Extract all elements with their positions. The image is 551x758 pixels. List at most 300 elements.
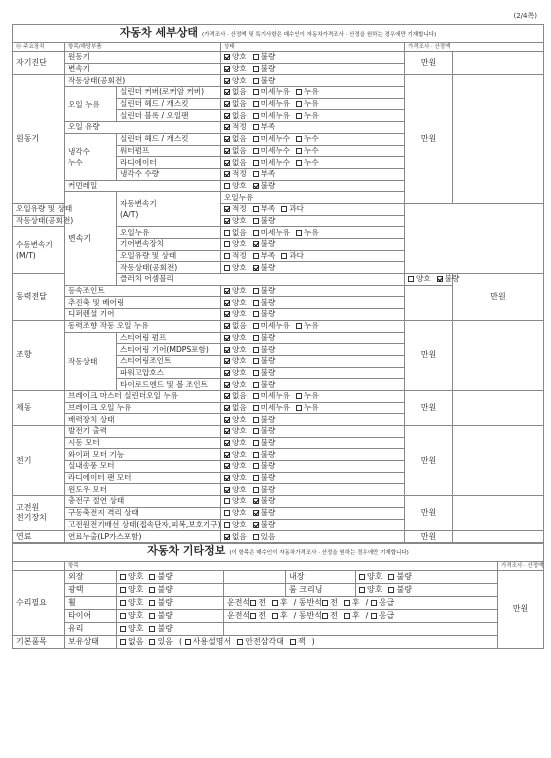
option-leak[interactable] (296, 403, 319, 412)
option-good[interactable] (224, 309, 247, 318)
option-bad[interactable] (253, 438, 276, 447)
option-minor_water[interactable] (253, 146, 290, 155)
bad-option[interactable] (149, 572, 172, 581)
option-bad[interactable] (253, 508, 276, 517)
driver-rear[interactable] (272, 611, 288, 620)
option-bad[interactable] (253, 52, 276, 61)
checkbox[interactable] (253, 183, 259, 189)
checkbox[interactable] (253, 171, 259, 177)
checkbox[interactable] (224, 160, 230, 166)
option-good[interactable] (224, 508, 247, 517)
option-good[interactable] (224, 356, 247, 365)
option-label: 사용설명서 (192, 636, 232, 646)
checkbox[interactable] (250, 613, 256, 619)
checkbox[interactable] (253, 440, 259, 446)
item-fan: 라디에이터 팬 모터 (65, 472, 221, 484)
option-bad[interactable] (253, 461, 276, 470)
owned-triangle[interactable] (237, 637, 284, 646)
checkbox[interactable] (359, 574, 365, 580)
checkbox[interactable] (224, 534, 230, 540)
state-cell (221, 63, 405, 75)
option-label: 불량 (260, 519, 276, 529)
checkbox[interactable] (224, 253, 230, 259)
option-good[interactable] (224, 64, 247, 73)
price-cell[interactable]: 만원 (405, 320, 453, 390)
option-bad[interactable] (253, 263, 276, 272)
option-bad[interactable] (253, 356, 276, 365)
checkbox[interactable] (224, 522, 230, 528)
checkbox[interactable] (272, 613, 278, 619)
checkbox[interactable] (296, 393, 302, 399)
good-option[interactable] (359, 585, 382, 594)
checkbox[interactable] (253, 230, 259, 236)
checkbox[interactable] (371, 613, 377, 619)
option-good[interactable] (224, 438, 247, 447)
option-good[interactable] (224, 450, 247, 459)
checkbox[interactable] (296, 323, 302, 329)
checkbox[interactable] (253, 393, 259, 399)
price-cell[interactable]: 만원 (405, 426, 453, 496)
checkbox[interactable] (253, 136, 259, 142)
option-label: 미세누유 (260, 110, 291, 120)
checkbox[interactable] (388, 587, 394, 593)
option-bad[interactable] (253, 298, 276, 307)
owned-have[interactable] (149, 637, 172, 646)
option-good[interactable] (224, 426, 247, 435)
option-good[interactable] (224, 520, 247, 529)
option-bad[interactable] (253, 415, 276, 424)
good-option[interactable] (120, 611, 143, 620)
option-minor_water[interactable] (253, 158, 290, 167)
gb-cell (117, 609, 224, 622)
good-option[interactable] (120, 624, 143, 633)
bad-option[interactable] (149, 585, 172, 594)
state-cell (221, 52, 405, 64)
checkbox[interactable] (296, 89, 302, 95)
checkbox[interactable] (224, 230, 230, 236)
option-label: 있음 (260, 531, 276, 541)
checkbox[interactable] (224, 241, 230, 247)
price-cell[interactable]: 만원 (405, 496, 453, 531)
passenger-rear[interactable] (344, 611, 360, 620)
checkbox[interactable] (253, 89, 259, 95)
checkbox[interactable] (149, 574, 155, 580)
checkbox[interactable] (224, 311, 230, 317)
driver-front[interactable] (250, 598, 266, 607)
option-good[interactable] (224, 380, 247, 389)
passenger-front[interactable] (322, 611, 338, 620)
option-good[interactable] (224, 76, 247, 85)
item-at_oil_leak: 오일누유 (221, 192, 405, 204)
state-cell (221, 227, 405, 239)
option-label: 누수 (304, 157, 319, 167)
checkbox[interactable] (253, 463, 259, 469)
checkbox[interactable] (149, 626, 155, 632)
option-none[interactable] (224, 87, 247, 96)
option-minor_leak[interactable] (253, 321, 290, 330)
checkbox[interactable] (272, 600, 278, 606)
driver-label: 운전석 (227, 597, 251, 607)
option-good[interactable] (224, 333, 247, 342)
option-minor_leak[interactable] (253, 391, 290, 400)
option-water[interactable] (296, 158, 319, 167)
driver-rear[interactable] (272, 598, 288, 607)
checkbox[interactable] (224, 124, 230, 130)
checkbox[interactable] (149, 639, 155, 645)
checkbox[interactable] (250, 600, 256, 606)
checkbox[interactable] (224, 382, 230, 388)
checkbox[interactable] (224, 288, 230, 294)
option-label: 양호 (232, 309, 247, 319)
checkbox[interactable] (253, 347, 259, 353)
option-bad[interactable] (253, 368, 276, 377)
state-cell (221, 157, 405, 169)
checkbox[interactable] (224, 405, 230, 411)
checkbox[interactable] (253, 124, 259, 130)
checkbox[interactable] (120, 574, 126, 580)
checkbox[interactable] (224, 113, 230, 119)
emergency-option[interactable] (371, 598, 394, 607)
option-good[interactable] (224, 496, 247, 505)
checkbox[interactable] (253, 417, 259, 423)
option-lack[interactable] (253, 169, 276, 178)
option-good[interactable] (224, 485, 247, 494)
checkbox[interactable] (224, 393, 230, 399)
option-minor_leak[interactable] (253, 403, 290, 412)
price-cell[interactable]: 만원 (405, 531, 453, 543)
owned-jack[interactable] (290, 637, 306, 646)
option-bad[interactable] (253, 380, 276, 389)
checkbox[interactable] (224, 78, 230, 84)
checkbox[interactable] (149, 600, 155, 606)
checkbox[interactable] (224, 440, 230, 446)
option-lack[interactable] (253, 122, 276, 131)
checkbox[interactable] (224, 171, 230, 177)
bad-option[interactable] (388, 572, 411, 581)
checkbox[interactable] (224, 510, 230, 516)
option-label: 불량 (260, 484, 276, 494)
option-good[interactable] (224, 181, 247, 190)
checkbox[interactable] (281, 206, 287, 212)
option-water[interactable] (296, 134, 319, 143)
item-coolant_level: 냉각수 수량 (117, 168, 221, 180)
option-bad[interactable] (253, 286, 276, 295)
option-none[interactable] (224, 228, 247, 237)
good-option[interactable] (120, 572, 143, 581)
option-bad[interactable] (253, 473, 276, 482)
checkbox[interactable] (344, 613, 350, 619)
checkbox[interactable] (253, 218, 259, 224)
bad-option[interactable] (149, 624, 172, 633)
option-bad[interactable] (437, 274, 460, 283)
item-window: 윈도우 모터 (65, 484, 221, 496)
checkbox[interactable] (253, 148, 259, 154)
option-bad[interactable] (253, 450, 276, 459)
option-good[interactable] (224, 286, 247, 295)
checkbox[interactable] (224, 265, 230, 271)
bad-option[interactable] (149, 611, 172, 620)
checkbox[interactable] (224, 101, 230, 107)
option-minor_leak[interactable] (253, 111, 290, 120)
emergency-option[interactable] (371, 611, 394, 620)
option-label: 없음 (128, 636, 144, 646)
option-leak[interactable] (296, 391, 319, 400)
option-none[interactable] (224, 99, 247, 108)
checkbox[interactable] (224, 487, 230, 493)
option-none[interactable] (224, 321, 247, 330)
checkbox[interactable] (322, 600, 328, 606)
option-none[interactable] (224, 403, 247, 412)
checkbox[interactable] (296, 148, 302, 154)
checkbox[interactable] (253, 241, 259, 247)
checkbox[interactable] (224, 347, 230, 353)
page-number: (2/4쪽) (513, 12, 537, 20)
checkbox[interactable] (296, 113, 302, 119)
other-price[interactable]: 만원 (498, 570, 544, 648)
option-good[interactable] (224, 345, 247, 354)
option-leak[interactable] (296, 228, 319, 237)
checkbox[interactable] (120, 639, 126, 645)
owned-manual[interactable] (185, 637, 232, 646)
checkbox[interactable] (224, 66, 230, 72)
option-good[interactable] (224, 368, 247, 377)
option-good[interactable] (224, 239, 247, 248)
option-good[interactable] (224, 298, 247, 307)
checkbox[interactable] (253, 498, 259, 504)
checkbox[interactable] (371, 600, 377, 606)
option-label: 양호 (232, 356, 247, 366)
blank (224, 622, 498, 635)
option-good[interactable] (224, 216, 247, 225)
option-bad[interactable] (253, 216, 276, 225)
checkbox[interactable] (120, 626, 126, 632)
checkbox[interactable] (408, 276, 414, 282)
checkbox[interactable] (224, 148, 230, 154)
checkbox[interactable] (224, 89, 230, 95)
option-leak[interactable] (296, 87, 319, 96)
other-title (13, 543, 544, 561)
checkbox[interactable] (253, 323, 259, 329)
checkbox[interactable] (253, 370, 259, 376)
driver-front[interactable] (250, 611, 266, 620)
option-bad[interactable] (253, 309, 276, 318)
checkbox[interactable] (253, 510, 259, 516)
option-none[interactable] (224, 532, 247, 541)
checkbox[interactable] (149, 587, 155, 593)
price-cell[interactable]: 만원 (405, 75, 453, 204)
checkbox[interactable] (296, 160, 302, 166)
checkbox[interactable] (224, 206, 230, 212)
checkbox[interactable] (253, 382, 259, 388)
checkbox[interactable] (224, 428, 230, 434)
option-bad[interactable] (253, 64, 276, 73)
option-none[interactable] (224, 158, 247, 167)
option-water[interactable] (296, 146, 319, 155)
checkbox[interactable] (344, 600, 350, 606)
good-option[interactable] (120, 598, 143, 607)
option-lack[interactable] (253, 204, 276, 213)
option-excess[interactable] (281, 204, 304, 213)
option-label: 불량 (260, 180, 276, 190)
bad-option[interactable] (388, 585, 411, 594)
checkbox[interactable] (322, 613, 328, 619)
checkbox[interactable] (253, 265, 259, 271)
item-radiator: 라디에이터 (117, 157, 221, 169)
option-leak[interactable] (296, 111, 319, 120)
checkbox[interactable] (224, 358, 230, 364)
owned-none[interactable] (120, 637, 143, 646)
checkbox[interactable] (253, 475, 259, 481)
checkbox[interactable] (224, 183, 230, 189)
option-ok[interactable] (224, 169, 247, 178)
option-label: 과다 (289, 251, 305, 261)
option-label: 전 (258, 597, 266, 607)
option-none[interactable] (224, 146, 247, 155)
checkbox[interactable] (224, 136, 230, 142)
option-good[interactable] (224, 415, 247, 424)
price-cell[interactable]: 만원 (405, 390, 453, 425)
option-bad[interactable] (253, 496, 276, 505)
checkbox[interactable] (224, 475, 230, 481)
option-minor_leak[interactable] (253, 228, 290, 237)
option-none[interactable] (224, 391, 247, 400)
option-yes[interactable] (253, 532, 276, 541)
checkbox[interactable] (388, 574, 394, 580)
option-ok[interactable] (224, 122, 247, 131)
bad-option[interactable] (149, 598, 172, 607)
option-label: 양호 (232, 180, 247, 190)
checkbox[interactable] (253, 113, 259, 119)
checkbox[interactable] (224, 452, 230, 458)
checkbox[interactable] (224, 335, 230, 341)
checkbox[interactable] (253, 452, 259, 458)
checkbox[interactable] (253, 405, 259, 411)
checkbox[interactable] (120, 613, 126, 619)
checkbox[interactable] (224, 300, 230, 306)
option-leak[interactable] (296, 321, 319, 330)
option-good[interactable] (224, 52, 247, 61)
checkbox[interactable] (253, 66, 259, 72)
option-bad[interactable] (253, 520, 276, 529)
option-minor_leak[interactable] (253, 99, 290, 108)
item-ps_hose: 파워고압호스 (117, 367, 221, 379)
option-bad[interactable] (253, 239, 276, 248)
checkbox[interactable] (253, 358, 259, 364)
option-ok[interactable] (224, 251, 247, 260)
option-minor_water[interactable] (253, 134, 290, 143)
option-minor_leak[interactable] (253, 87, 290, 96)
option-bad[interactable] (253, 76, 276, 85)
checkbox[interactable] (253, 335, 259, 341)
checkbox[interactable] (253, 534, 259, 540)
option-bad[interactable] (253, 333, 276, 342)
option-label: 미세누유 (260, 391, 291, 401)
option-none[interactable] (224, 111, 247, 120)
option-label: 불량 (260, 286, 276, 296)
checkbox[interactable] (296, 230, 302, 236)
checkbox[interactable] (253, 300, 259, 306)
checkbox[interactable] (224, 417, 230, 423)
checkbox[interactable] (224, 498, 230, 504)
checkbox[interactable] (253, 160, 259, 166)
checkbox[interactable] (120, 587, 126, 593)
checkbox[interactable] (253, 78, 259, 84)
checkbox[interactable] (224, 323, 230, 329)
checkbox[interactable] (224, 218, 230, 224)
option-bad[interactable] (253, 426, 276, 435)
option-ok[interactable] (224, 204, 247, 213)
checkbox[interactable] (224, 370, 230, 376)
option-good[interactable] (224, 461, 247, 470)
option-label: 양호 (232, 519, 247, 529)
checkbox[interactable] (253, 206, 259, 212)
option-label: 양호 (232, 239, 247, 249)
option-label: 불량 (157, 584, 173, 594)
option-bad[interactable] (253, 345, 276, 354)
checkbox[interactable] (253, 487, 259, 493)
checkbox[interactable] (224, 54, 230, 60)
checkbox[interactable] (359, 587, 365, 593)
checkbox[interactable] (120, 600, 126, 606)
option-label: 양호 (128, 571, 144, 581)
option-label: 과다 (289, 204, 305, 214)
state-cell (221, 496, 405, 508)
detail-note: (가격조사 · 산정액 및 특기사항은 매수인이 자동차가격조사 · 산정을 원하는 경우에만 기재합니다) (202, 31, 437, 38)
checkbox[interactable] (253, 428, 259, 434)
checkbox[interactable] (253, 101, 259, 107)
option-bad[interactable] (253, 485, 276, 494)
checkbox[interactable] (224, 463, 230, 469)
passenger-label: 동반석 (298, 597, 323, 607)
checkbox[interactable] (185, 639, 191, 645)
checkbox[interactable] (237, 639, 243, 645)
checkbox[interactable] (253, 54, 259, 60)
checkbox[interactable] (290, 639, 296, 645)
passenger-front[interactable] (322, 598, 338, 607)
checkbox[interactable] (149, 613, 155, 619)
option-lack[interactable] (253, 251, 276, 260)
option-bad[interactable] (253, 181, 276, 190)
item-room-clean: 룸 크리닝 (286, 583, 356, 596)
option-good[interactable] (224, 473, 247, 482)
price-cell[interactable]: 만원 (405, 52, 453, 75)
option-none[interactable] (224, 134, 247, 143)
checkbox[interactable] (296, 405, 302, 411)
checkbox[interactable] (296, 101, 302, 107)
passenger-rear[interactable] (344, 598, 360, 607)
option-excess[interactable] (281, 251, 304, 260)
option-label: 후 (279, 610, 288, 620)
option-good[interactable] (224, 263, 247, 272)
option-good[interactable] (408, 274, 431, 283)
checkbox[interactable] (281, 253, 287, 259)
price-cell[interactable]: 만원 (453, 274, 544, 321)
option-leak[interactable] (296, 99, 319, 108)
option-label: 양호 (232, 332, 247, 342)
checkbox[interactable] (253, 311, 259, 317)
checkbox[interactable] (296, 136, 302, 142)
checkbox[interactable] (253, 522, 259, 528)
price-extra (453, 426, 544, 496)
checkbox[interactable] (253, 253, 259, 259)
good-option[interactable] (359, 572, 382, 581)
option-label: 불량 (260, 215, 276, 225)
good-option[interactable] (120, 585, 143, 594)
checkbox[interactable] (437, 276, 443, 282)
checkbox[interactable] (253, 288, 259, 294)
blank (224, 570, 286, 583)
item-cyl_cover: 실린더 커버(로커암 커버) (117, 87, 221, 99)
